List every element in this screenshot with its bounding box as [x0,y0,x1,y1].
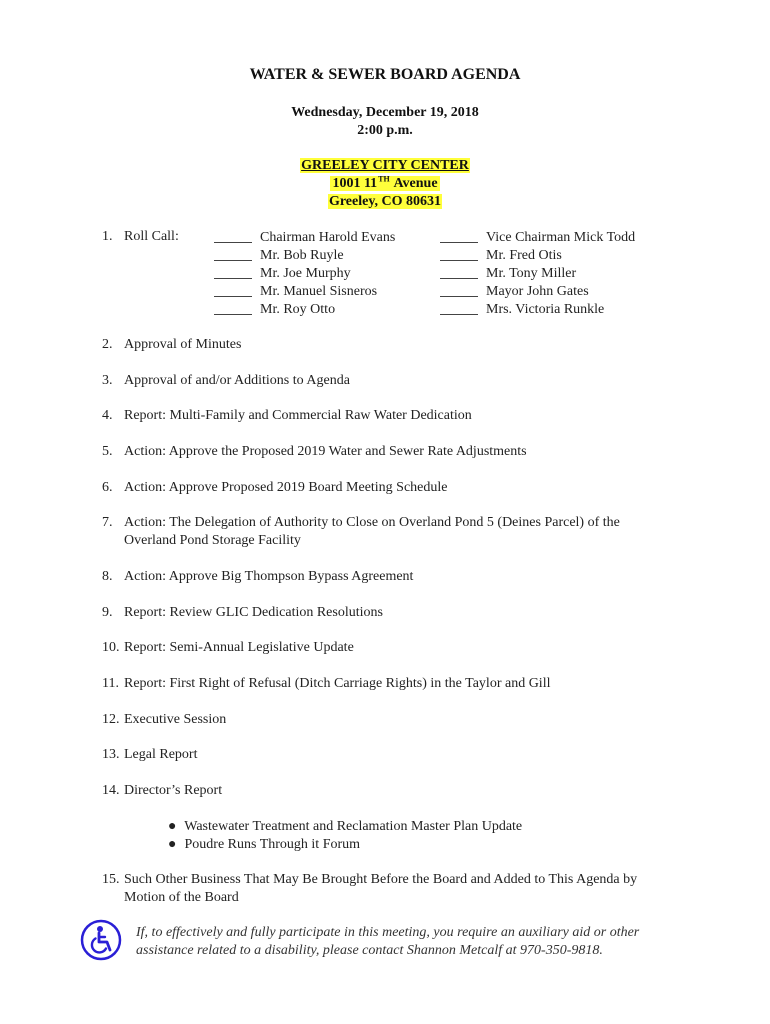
roster-member: Vice Chairman Mick Todd [440,229,635,247]
bullet-icon: ● [168,837,177,852]
attendance-blank [214,229,252,243]
location-name: GREELEY CITY CENTER [301,158,469,173]
accessibility-notice: If, to effectively and fully participate in this meeting, you require an auxiliary aid or other assistance related to a disability, please contact Shannon Metcalf at 970-350-9818. [136,925,640,958]
roster-right [440,229,635,319]
attendance-blank [440,283,478,297]
roster-member: Mr. Tony Miller [440,265,635,283]
attendance-blank [440,247,478,261]
roster-member: Mr. Fred Otis [440,247,635,265]
page-title: WATER & SEWER BOARD AGENDA [249,66,521,83]
location-street: 1001 11TH Avenue [332,174,438,191]
roll-call-label: Roll Call: [124,229,179,244]
attendance-blank [214,283,252,297]
meeting-date: Wednesday, December 19, 2018 [291,105,479,120]
attendance-blank [440,265,478,279]
roster-member: Mr. Joe Murphy [214,265,395,283]
roster-member: Mr. Manuel Sisneros [214,283,395,301]
roll-call-number: 1. [102,229,113,244]
location-city: Greeley, CO 80631 [328,194,442,209]
attendance-blank [214,301,252,315]
roster-left [214,229,395,319]
attendance-blank [440,301,478,315]
roster-member: Chairman Harold Evans [214,229,395,247]
bullet-icon: ● [168,819,177,834]
list-item: ● Wastewater Treatment and Reclamation Master Plan Update [168,819,523,834]
attendance-blank [214,265,252,279]
roster-member: Mayor John Gates [440,283,635,301]
list-item: ● Poudre Runs Through it Forum [168,837,361,852]
roster-member: Mr. Roy Otto [214,301,395,319]
attendance-blank [440,229,478,243]
director-report-bullets [168,818,522,854]
roster-member: Mr. Bob Ruyle [214,247,395,265]
wheelchair-icon [80,919,122,961]
roster-member: Mrs. Victoria Runkle [440,301,635,319]
meeting-time: 2:00 p.m. [357,123,413,138]
agenda-page: WATER & SEWER BOARD AGENDA Wednesday, December 19, 2018 2:00 p.m. GREELEY CITY CENTER 1001 11TH Avenue Greeley, CO 80631 1. Roll Call: Chairman Harold Evans Mr. Bob Ruyle Mr. Joe Murphy Mr. Manuel Sisneros Mr. Roy Otto Vice Chairman Mick Todd Mr. Fred Otis Mr. Tony Miller Mayor John Gates Mrs. Victoria Runkle 2. Approval of Minutes 3. Approval of and/or Additions to Agenda 4. Report: Multi-Family and Commercial Raw Water Dedication 5. Action: Approve the Proposed 2019 Water and Sewer Rate Adjustments 6. Action: Approve Proposed 2019 Board Meeting Schedule 7. Action: The Delegation of Authority to Close on Overland Pond 5 (Deines Parcel) of the Overland Pond Storage Facility 8. Action: Approve Big Thompson Bypass Agreement 9. Report: Review GLIC Dedication Resolutions 10. Report: Semi-Annual Legislative Update 11. Report: First Right of Refusal (Ditch Carriage Rights) in the Taylor and Gill 12. Executive Session 13. Legal Report 14. Director’s Report ● Wastewater Treatment and Reclamation Master Plan Update ● Poudre Runs Through it Forum 15. Such Other Business That May Be Brought Before the Board and Added to This Agenda by Motion of the Board If, to effectively and fully participate in this meeting, you require an auxiliary aid or other assistance related to a disability, please contact Shannon Metcalf at 970-350-9818. [0,0,770,1024]
attendance-blank [214,247,252,261]
